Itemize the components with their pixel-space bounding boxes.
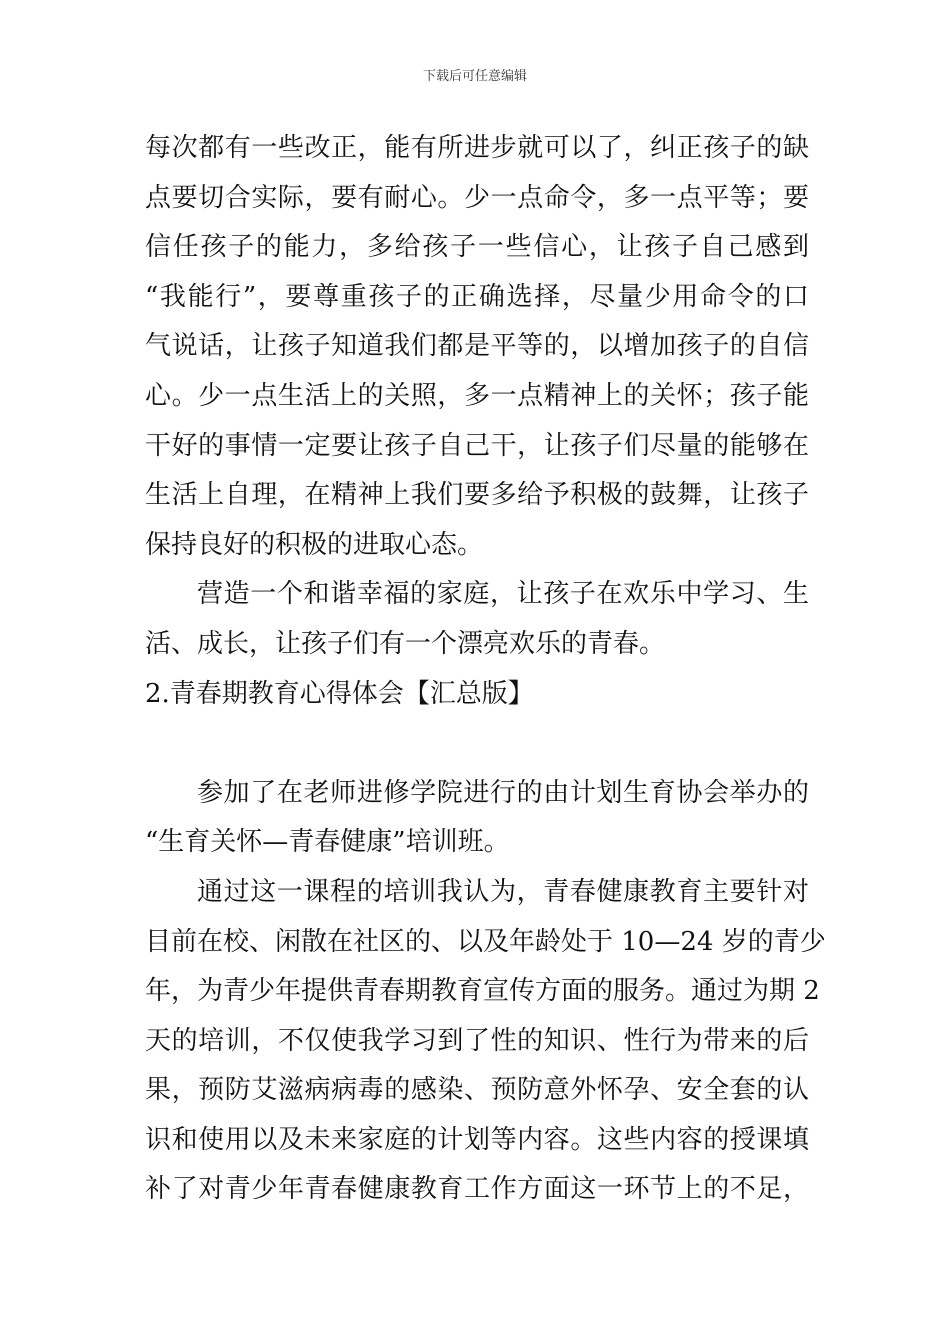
text-line: “生育关怀—青春健康”培训班。 bbox=[145, 827, 510, 858]
text-line: 心。少一点生活上的关照，多一点精神上的关怀；孩子能 bbox=[145, 380, 809, 411]
text-line: 识和使用以及未来家庭的计划等内容。这些内容的授课填 bbox=[145, 1124, 809, 1155]
text-line: 天的培训，不仅使我学习到了性的知识、性行为带来的后 bbox=[145, 1025, 809, 1056]
section-heading: 2.青春期教育心得体会【汇总版】 bbox=[145, 678, 534, 709]
document-body bbox=[145, 124, 826, 1215]
text-line: 保持良好的积极的进取心态。 bbox=[145, 529, 484, 560]
text-line: 通过这一课程的培训我认为，青春健康教育主要针对 bbox=[197, 876, 809, 907]
text-line: 补了对青少年青春健康教育工作方面这一环节上的不足， bbox=[145, 1174, 809, 1205]
text-line: 信任孩子的能力，多给孩子一些信心，让孩子自己感到 bbox=[145, 232, 809, 263]
text-line: 气说话，让孩子知道我们都是平等的，以增加孩子的自信 bbox=[145, 331, 809, 362]
text-line: 干好的事情一定要让孩子自己干，让孩子们尽量的能够在 bbox=[145, 430, 809, 461]
blank-line bbox=[145, 719, 809, 769]
text-line: 目前在校、闲散在社区的、以及年龄处于 10—24 岁的青少 bbox=[145, 926, 826, 957]
text-line: 营造一个和谐幸福的家庭，让孩子在欢乐中学习、生 bbox=[197, 579, 809, 610]
text-line: “我能行”，要尊重孩子的正确选择，尽量少用命令的口 bbox=[145, 281, 809, 312]
text-line: 活、成长，让孩子们有一个漂亮欢乐的青春。 bbox=[145, 628, 666, 659]
text-line: 点要切合实际，要有耐心。少一点命令，多一点平等；要 bbox=[145, 182, 809, 213]
text-line: 生活上自理，在精神上我们要多给予积极的鼓舞，让孩子 bbox=[145, 480, 809, 511]
text-line: 果，预防艾滋病病毒的感染、预防意外怀孕、安全套的认 bbox=[145, 1075, 809, 1106]
text-line: 每次都有一些改正，能有所进步就可以了，纠正孩子的缺 bbox=[145, 133, 809, 163]
text-line: 参加了在老师进修学院进行的由计划生育协会举办的 bbox=[197, 777, 809, 808]
page-header: 下载后可任意编辑 bbox=[422, 69, 527, 84]
text-line: 年，为青少年提供青春期教育宣传方面的服务。通过为期 2 bbox=[145, 976, 820, 1007]
